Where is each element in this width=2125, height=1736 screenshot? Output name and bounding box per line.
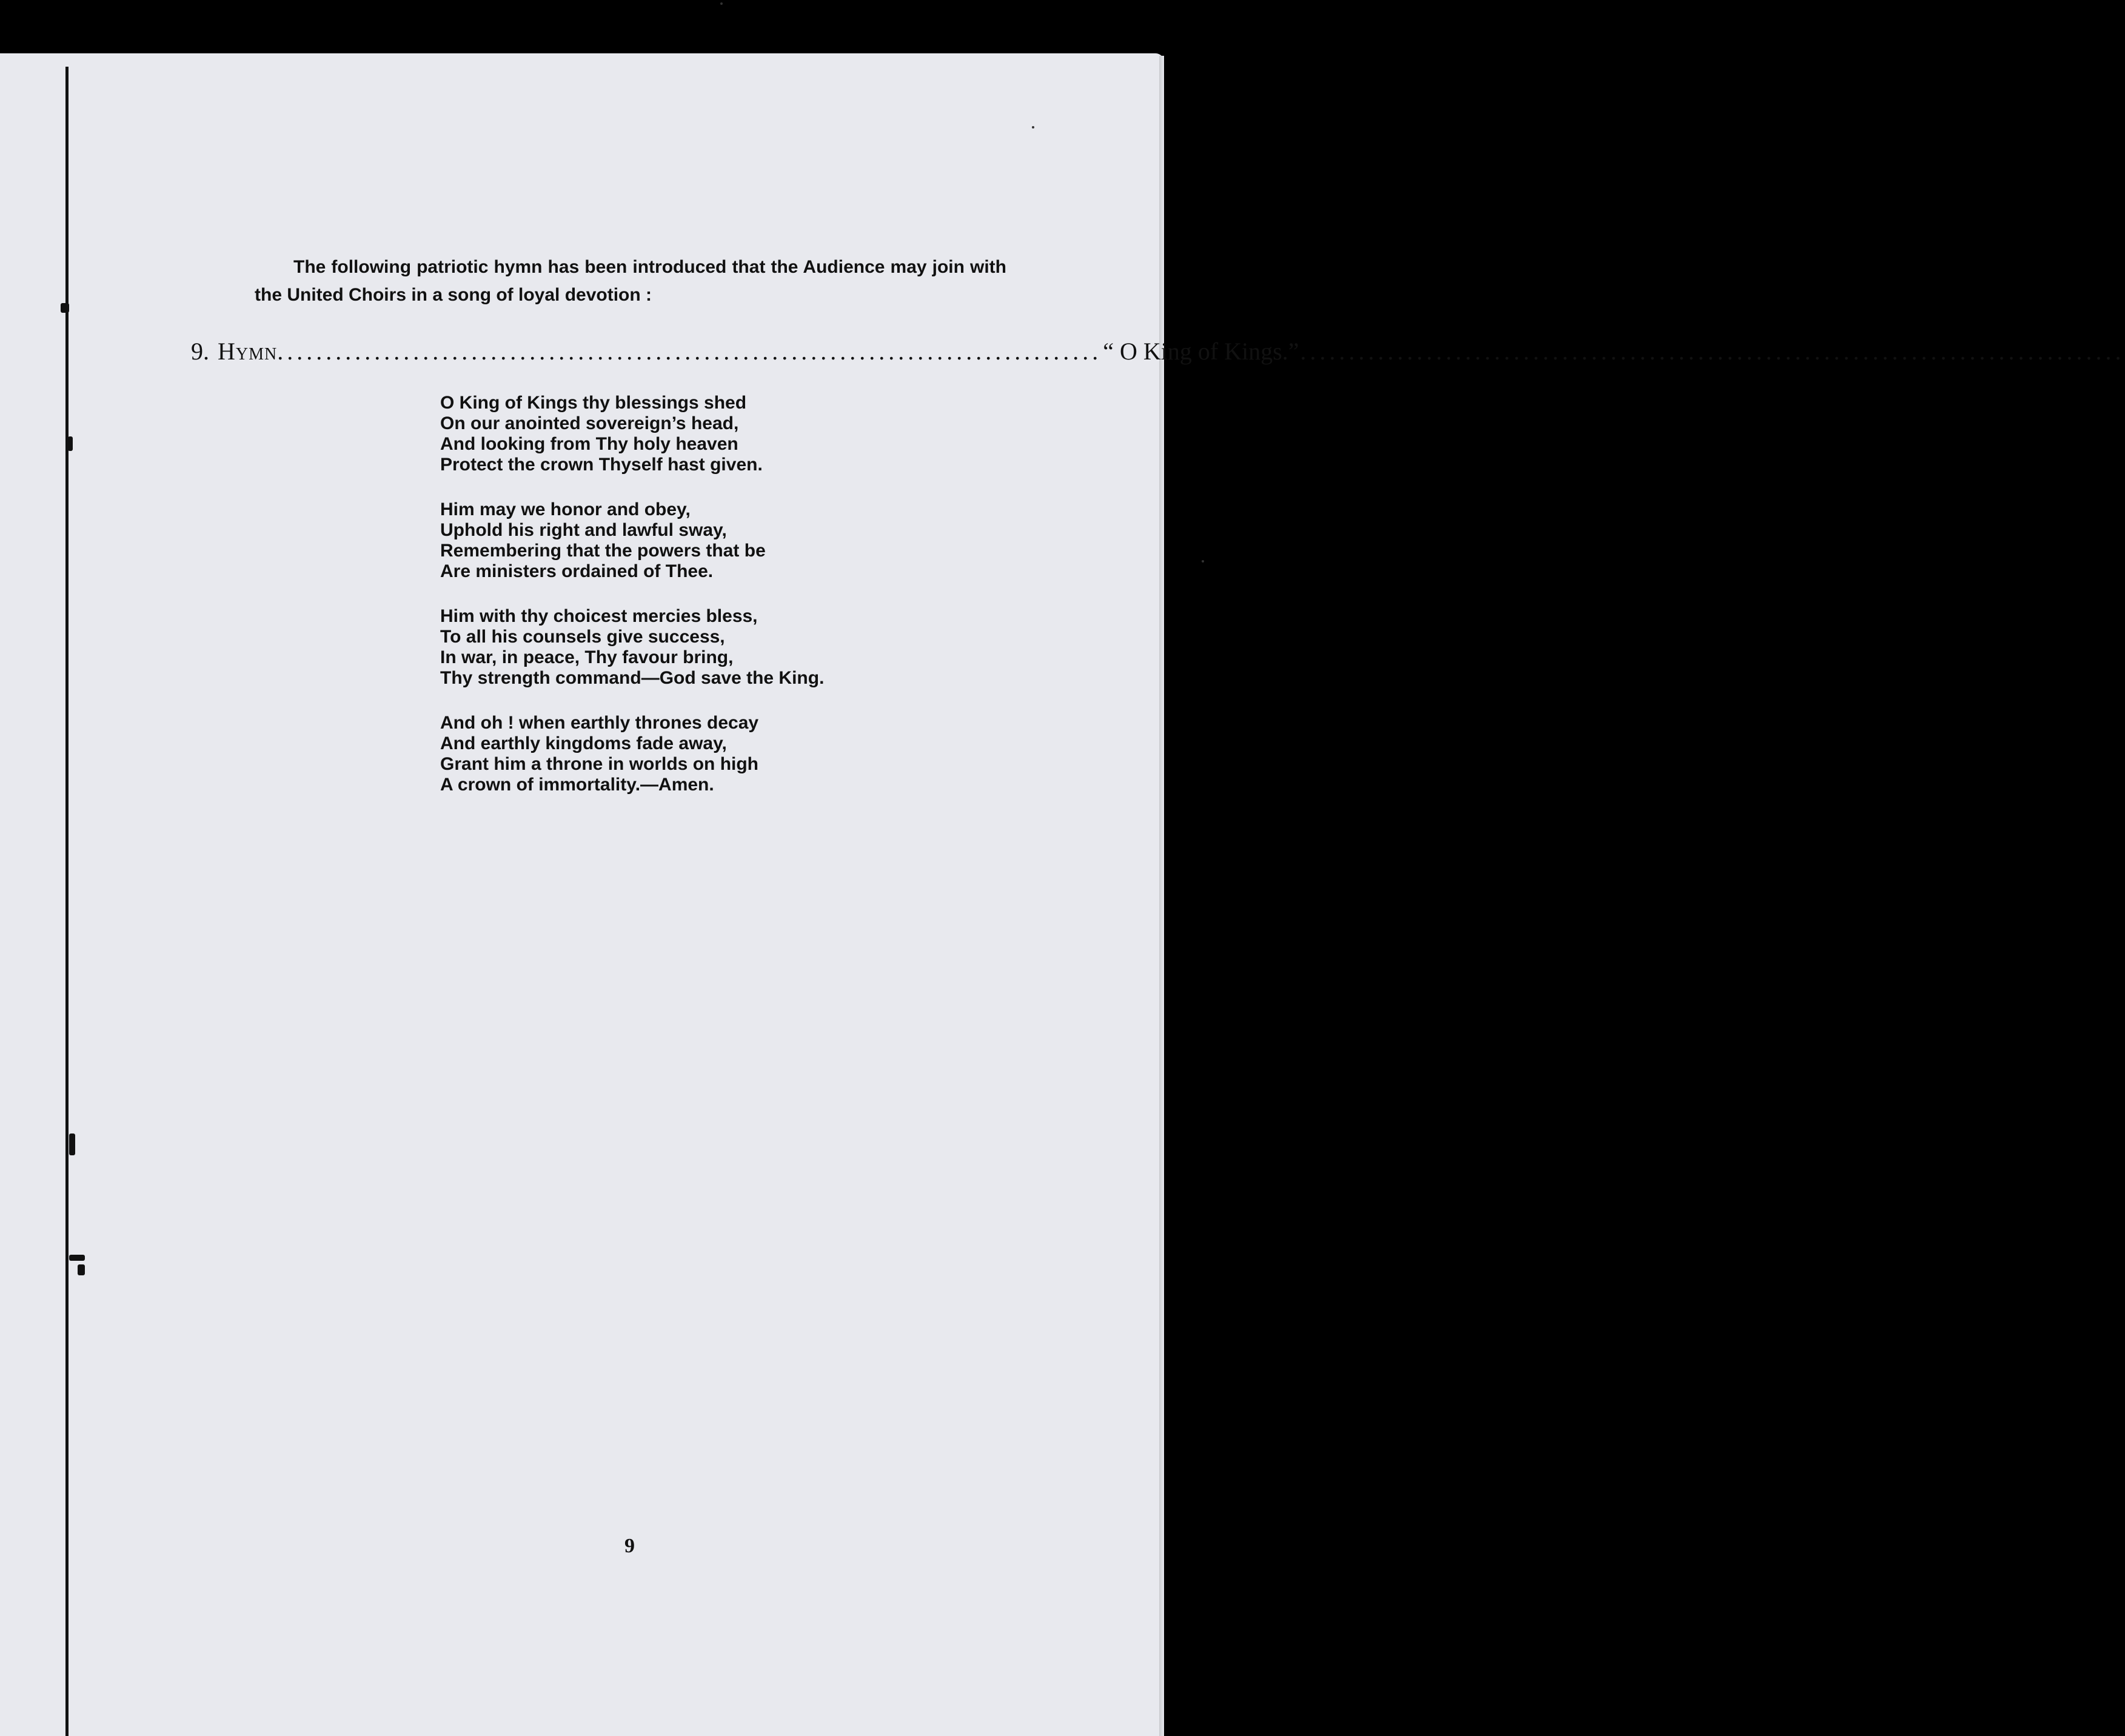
verse-line: Remembering that the powers that be — [440, 541, 766, 561]
hymn-number: 9. — [191, 338, 209, 365]
verse-line: Protect the crown Thyself hast given. — [440, 455, 763, 475]
verse-line: On our anointed sovereign’s head, — [440, 413, 739, 433]
dot-leader: ..................................................................................... — [277, 338, 1102, 365]
verse-line: In war, in peace, Thy favour bring, — [440, 647, 734, 667]
verse — [440, 606, 937, 689]
dot-leader: ..................................................................................... — [1300, 338, 2125, 365]
verse-line: A crown of immortality.—Amen. — [440, 775, 714, 795]
binding-mark — [78, 1264, 85, 1275]
speck — [720, 2, 723, 5]
verse — [440, 499, 937, 582]
verse-line: Are ministers ordained of Thee. — [440, 561, 714, 581]
verse-line: Uphold his right and lawful sway, — [440, 520, 727, 540]
hymn-title: “ O King of Kings.” — [1103, 338, 1299, 365]
hymn-label: Hymn — [218, 338, 278, 365]
verse-line: To all his counsels give success, — [440, 627, 725, 647]
verse-line: And earthly kingdoms fade away, — [440, 733, 727, 753]
speck — [1032, 126, 1034, 129]
verse — [440, 713, 937, 795]
speck — [1202, 560, 1204, 563]
verse-line: And oh ! when earthly thrones decay — [440, 713, 759, 733]
verse-line: Him with thy choicest mercies bless, — [440, 606, 758, 626]
binding-mark — [68, 436, 73, 451]
page-edge-shadow — [1159, 56, 1164, 1736]
binding-edge — [65, 67, 69, 1736]
binding-mark — [61, 303, 69, 313]
hymn-heading — [191, 337, 2125, 367]
binding-mark — [69, 1255, 85, 1261]
page-number: 9 — [624, 1535, 635, 1557]
verse-line: And looking from Thy holy heaven — [440, 434, 738, 454]
verse-line: Grant him a throne in worlds on high — [440, 754, 758, 774]
verse-line: Him may we honor and obey, — [440, 499, 691, 519]
intro-paragraph: The following patriotic hymn has been introduced that the Audience may join with the United Choirs in a song of loyal devotion : — [255, 257, 1006, 305]
verse — [440, 393, 937, 475]
verse-line: Thy strength command—God save the King. — [440, 668, 825, 688]
verse-line: O King of Kings thy blessings shed — [440, 393, 747, 413]
binding-mark — [69, 1133, 75, 1155]
hymn-verses — [440, 393, 937, 820]
